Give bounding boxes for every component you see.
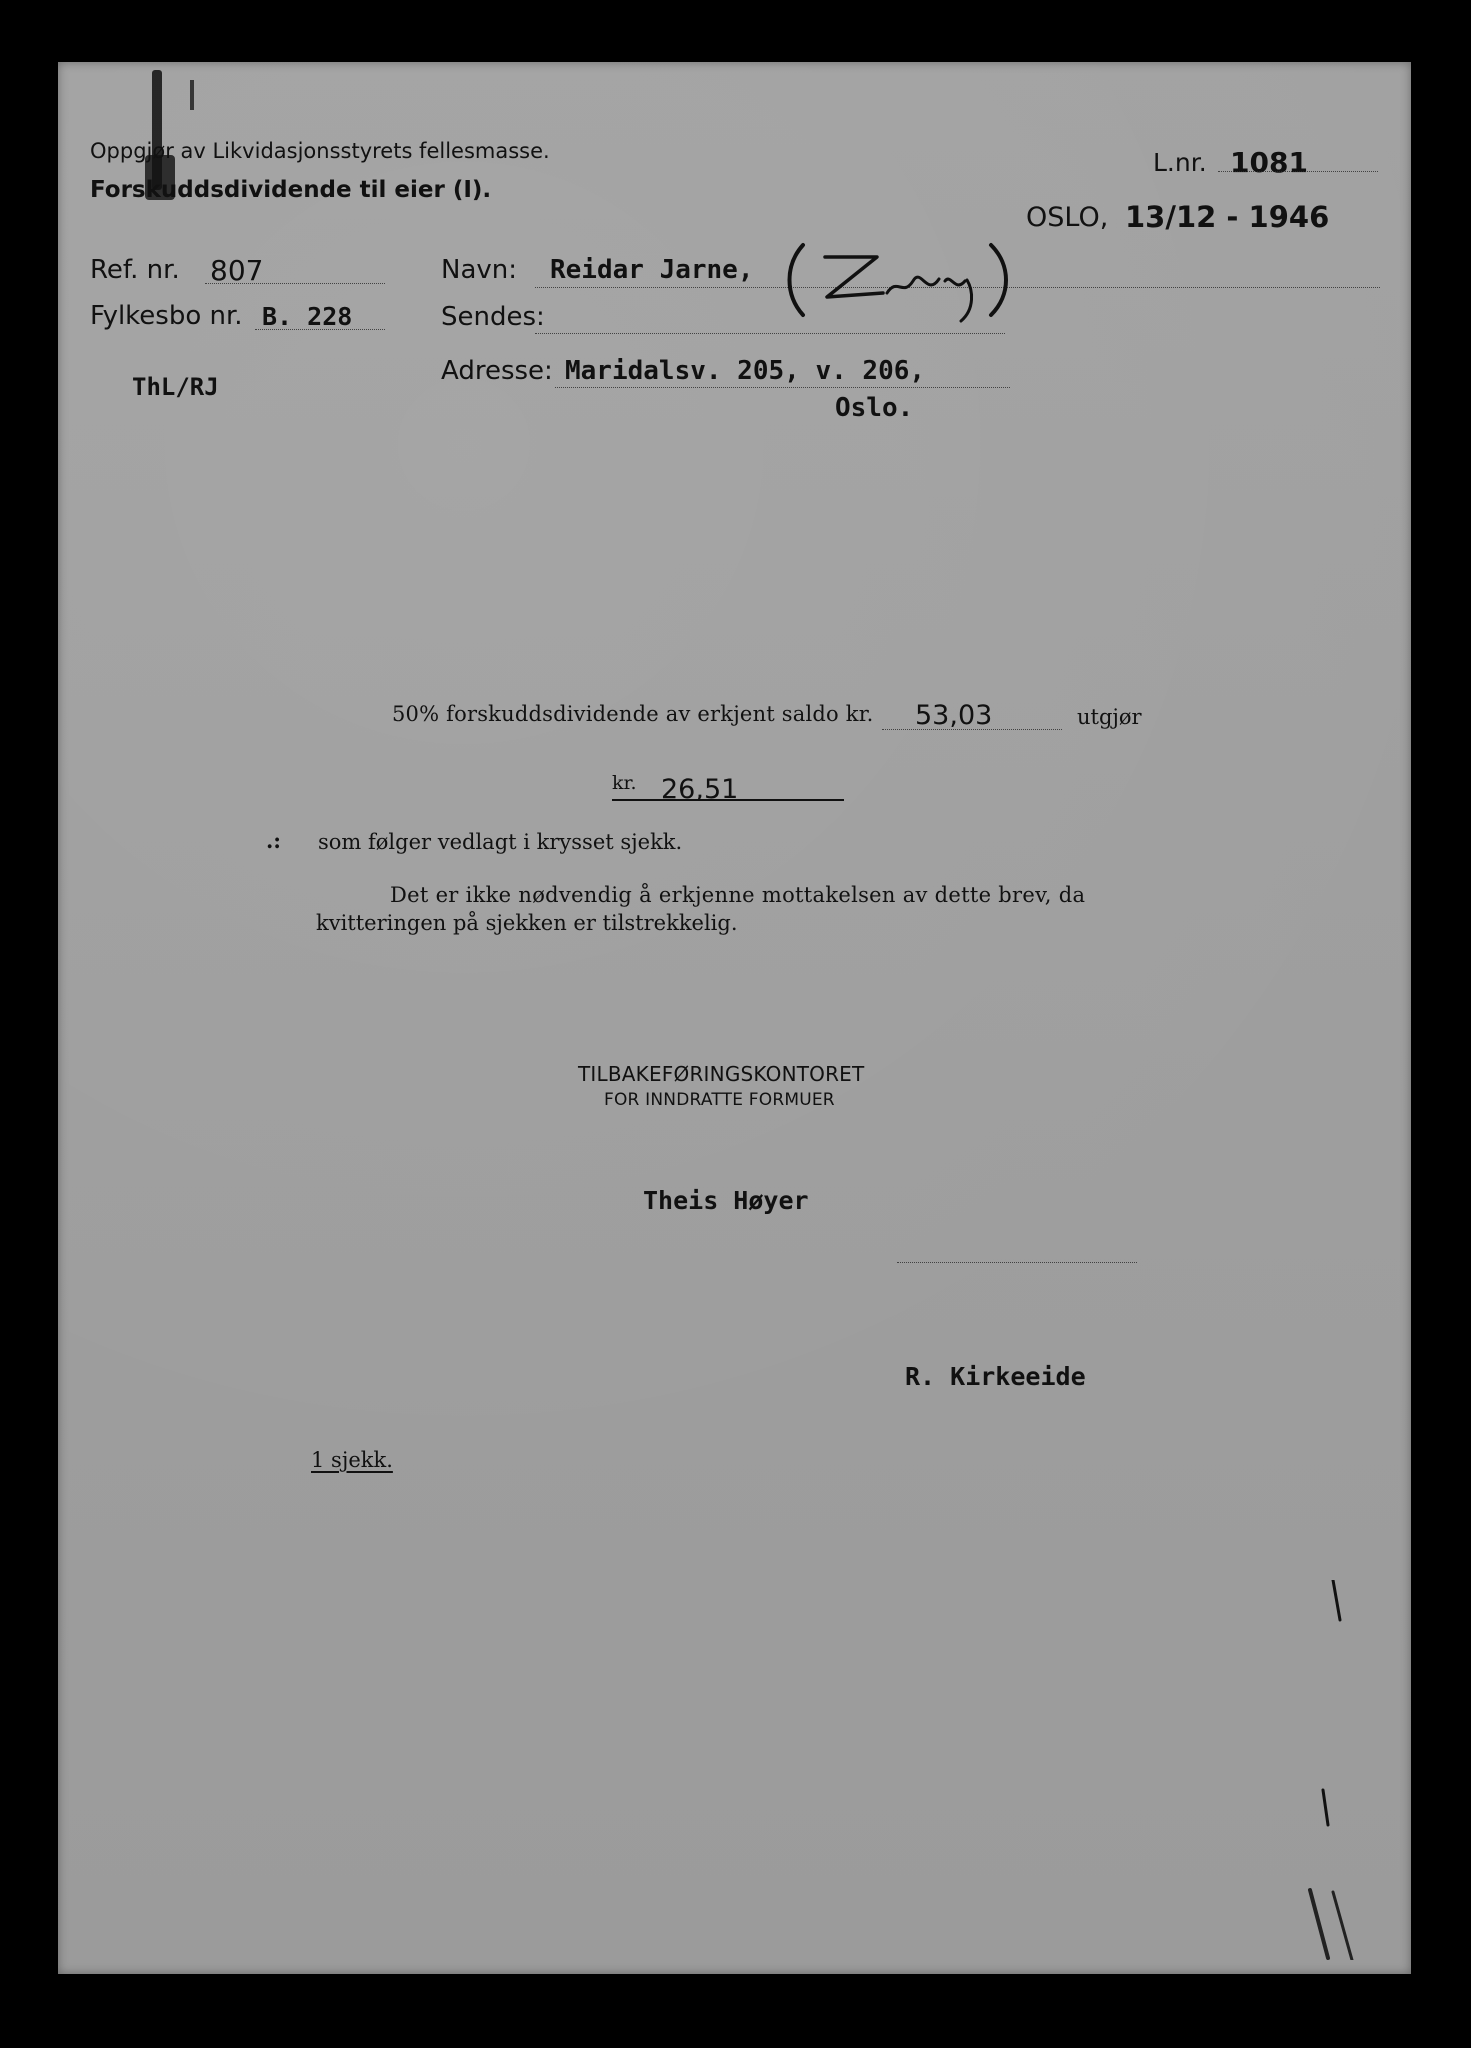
staple-mark [190,80,194,110]
margin-mark-icon [1288,1580,1378,1960]
kr-value: 26,51 [661,774,739,805]
initials: ThL/RJ [132,373,219,401]
city-date-value: 13/12 - 1946 [1125,200,1330,234]
organization-line-1: TILBAKEFØRINGSKONTORET [578,1062,865,1086]
saldo-value: 53,03 [915,700,993,731]
body-line-3: Det er ikke nødvendig å erkjenne mottakelsen av dette brev, da [390,883,1086,907]
kr-label: kr. [612,772,637,794]
adresse-line-1: Maridalsv. 205, v. 206, [565,356,926,386]
dividend-line-suffix: utgjør [1077,705,1142,729]
city-date-prefix: OSLO, [1026,202,1109,233]
signer-1: Theis Høyer [643,1186,809,1215]
ref-label: Ref. nr. [90,255,180,285]
body-line-4: kvitteringen på sjekken er tilstrekkelig. [316,911,738,935]
enclosure-mark: .: [266,828,282,853]
sendes-label: Sendes: [441,302,545,332]
lnr-value: 1081 [1230,146,1308,179]
dividend-line-prefix: 50% forskuddsdividende av erkjent saldo kr. [392,702,874,726]
fylkesbo-dotline [255,329,385,330]
fylkesbo-value: B. 228 [262,302,353,331]
adresse-dotline [555,387,1010,388]
ref-dotline [205,283,385,284]
header-line-2: Forskuddsdividende til eier (I). [90,177,492,203]
adresse-line-2: Oslo. [835,393,914,423]
saldo-dotline [882,729,1062,730]
document-page [58,62,1411,1974]
organization-line-2: FOR INNDRATTE FORMUER [604,1090,835,1110]
lnr-dotline [1218,171,1378,172]
ref-value: 807 [210,254,264,287]
header-line-1: Oppgjør av Likvidasjonsstyrets fellesmasse. [90,139,550,163]
navn-value: Reidar Jarne, [550,255,754,285]
kr-underline [612,799,844,801]
handwritten-note-text [785,240,884,270]
navn-label: Navn: [441,255,518,285]
enclosure-count: 1 sjekk. [311,1448,393,1472]
fylkesbo-label: Fylkesbo nr. [90,301,243,331]
sendes-dotline [535,333,1005,334]
signer-2: R. Kirkeeide [905,1362,1086,1391]
enclosure-line: som følger vedlagt i krysset sjekk. [318,830,683,854]
adresse-label: Adresse: [441,356,553,386]
signature-dotline [897,1262,1137,1263]
lnr-label: L.nr. [1153,148,1207,177]
